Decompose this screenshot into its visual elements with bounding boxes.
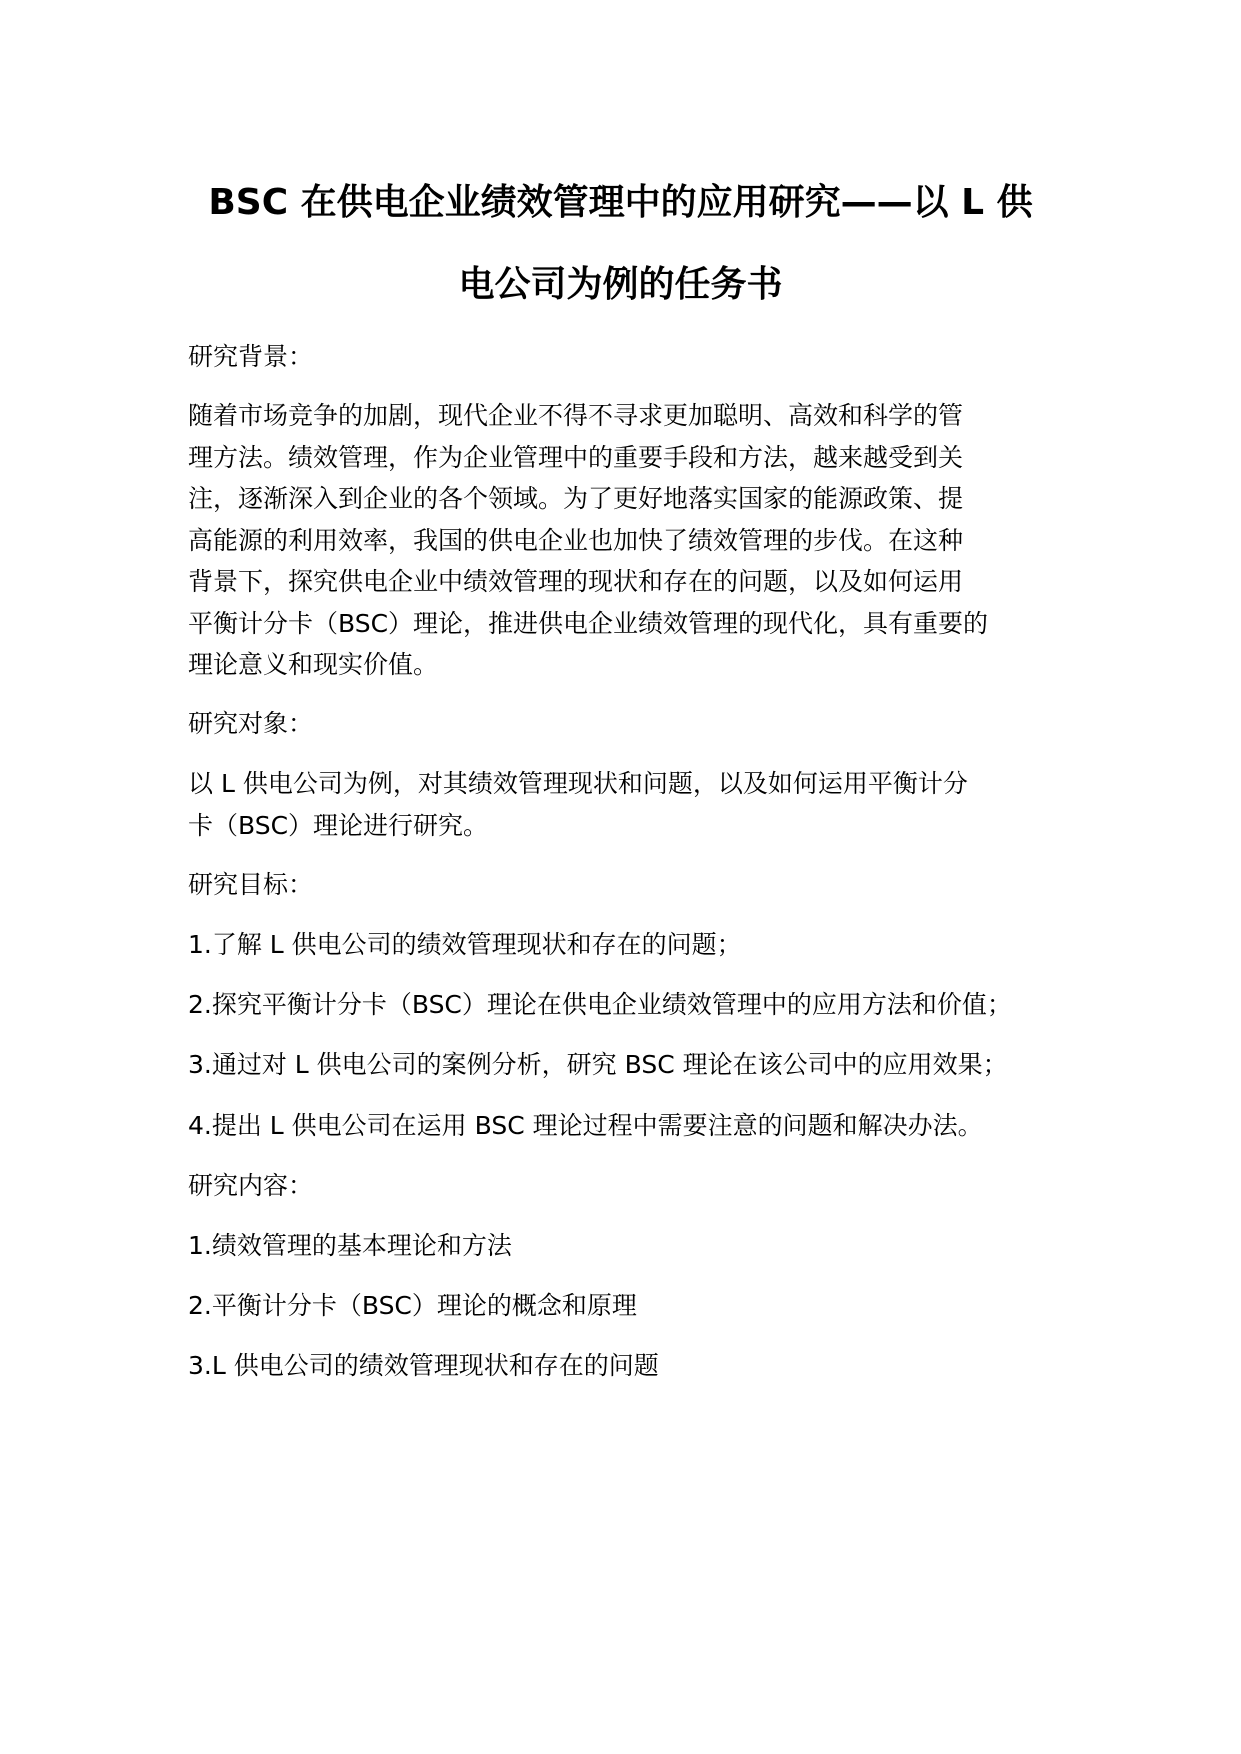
goal-item-2: 2.探究平衡计分卡（BSC）理论在供电企业绩效管理中的应用方法和价值； [188, 990, 1012, 1019]
section-heading-background: 研究背景： [188, 342, 314, 371]
document-title-line-1: BSC 在供电企业绩效管理中的应用研究——以 L 供 [208, 182, 1033, 223]
section-heading-object: 研究对象： [188, 709, 314, 738]
goal-item-1: 1.了解 L 供电公司的绩效管理现状和存在的问题； [188, 930, 742, 959]
content-item-2: 2.平衡计分卡（BSC）理论的概念和原理 [188, 1291, 637, 1320]
background-line-4: 高能源的利用效率，我国的供电企业也加快了绩效管理的步伐。在这种 [188, 526, 964, 555]
background-line-2: 理方法。绩效管理，作为企业管理中的重要手段和方法，越来越受到关 [188, 443, 964, 472]
content-item-1: 1.绩效管理的基本理论和方法 [188, 1231, 512, 1260]
object-line-1: 以 L 供电公司为例，对其绩效管理现状和问题，以及如何运用平衡计分 [188, 769, 968, 798]
goal-item-3: 3.通过对 L 供电公司的案例分析，研究 BSC 理论在该公司中的应用效果； [188, 1050, 1008, 1079]
object-line-2: 卡（BSC）理论进行研究。 [188, 811, 489, 840]
background-line-5: 背景下，探究供电企业中绩效管理的现状和存在的问题，以及如何运用 [188, 567, 964, 596]
background-line-6: 平衡计分卡（BSC）理论，推进供电企业绩效管理的现代化，具有重要的 [188, 609, 989, 638]
document-title-line-2: 电公司为例的任务书 [458, 264, 783, 305]
goal-item-4: 4.提出 L 供电公司在运用 BSC 理论过程中需要注意的问题和解决办法。 [188, 1111, 983, 1140]
content-item-3: 3.L 供电公司的绩效管理现状和存在的问题 [188, 1351, 659, 1380]
background-line-7: 理论意义和现实价值。 [188, 650, 439, 679]
section-heading-content: 研究内容： [188, 1171, 314, 1200]
background-line-3: 注，逐渐深入到企业的各个领域。为了更好地落实国家的能源政策、提 [188, 484, 964, 513]
background-line-1: 随着市场竞争的加剧，现代企业不得不寻求更加聪明、高效和科学的管 [188, 401, 964, 430]
section-heading-goals: 研究目标： [188, 870, 314, 899]
